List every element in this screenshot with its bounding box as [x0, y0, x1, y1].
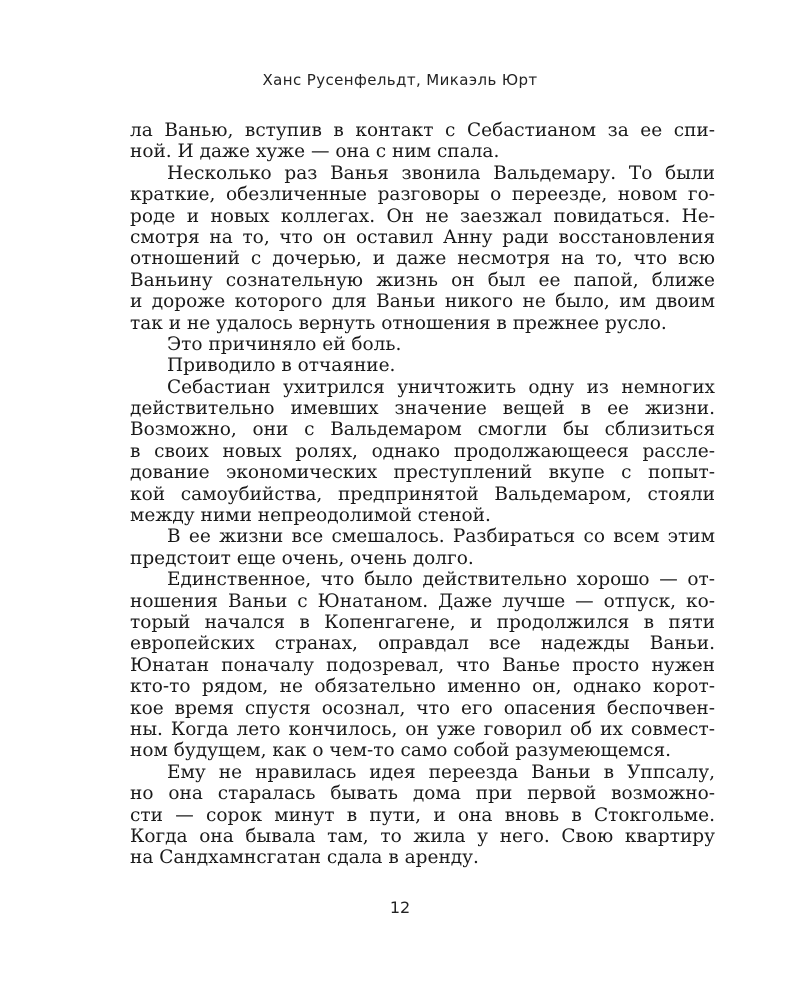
page-number: 12 [389, 898, 411, 917]
text-line: кто-то рядом, не обязательно именно он, однако корот- [130, 676, 715, 698]
text-line: Когда она бывала там, то жила у него. Свою квартиру [130, 825, 715, 847]
text-line: Приводило в отчаяние. [167, 355, 396, 377]
text-line: ном будущем, как о чем-то само собой разумеющемся. [130, 740, 671, 762]
text-line: кое время спустя осознал, что его опасения беспочвен- [130, 697, 715, 719]
text-line: ной. И даже хуже — она с ним спала. [130, 141, 500, 163]
text-line: европейских странах, оправдал все надежды Ваньи. [130, 633, 715, 655]
text-line: смотря на то, что он оставил Анну ради восстановления [130, 226, 715, 248]
text-line: Себастиан ухитрился уничтожить одну из немногих [167, 376, 715, 398]
text-line: Единственное, что было действительно хорошо — от- [167, 569, 715, 591]
text-line: в своих новых ролях, однако продолжающееся рассле- [130, 440, 715, 462]
text-line: на Сандхамнсгатан сдала в аренду. [130, 847, 479, 869]
text-line: сти — сорок минут в пути, и она вновь в Стокгольме. [130, 804, 715, 826]
text-line: ны. Когда лето кончилось, он уже говорил об их совмест- [130, 718, 715, 740]
text-line: Возможно, они с Вальдемаром смогли бы сблизиться [130, 419, 715, 441]
text-line: В ее жизни все смешалось. Разбираться со всем этим [167, 526, 715, 548]
text-line: Несколько раз Ванья звонила Вальдемару. То были [167, 162, 715, 184]
text-line: ла Ванью, вступив в контакт с Себастианом за ее спи- [130, 120, 715, 141]
text-line: Ему не нравилась идея переезда Ваньи в Уппсалу, [167, 761, 715, 783]
text-line: действительно имевших значение вещей в ее жизни. [130, 398, 715, 420]
text-line: Ваньину сознательную жизнь он был ее папой, ближе [130, 269, 715, 291]
text-line: но она старалась бывать дома при первой возможно- [130, 783, 715, 805]
text-line: Это причиняло ей боль. [167, 333, 402, 355]
body-text [130, 120, 715, 869]
text-line: отношений с дочерью, и даже несмотря на то, что всю [130, 248, 715, 270]
running-head: Ханс Русенфельдт, Микаэль Юрт [262, 71, 538, 89]
text-line: и дороже которого для Ваньи никого не было, им двоим [130, 291, 715, 313]
text-line: краткие, обезличенные разговоры о переезде, новом го- [130, 184, 715, 206]
text-line: роде и новых коллегах. Он не заезжал повидаться. Не- [130, 205, 715, 227]
text-line: Юнатан поначалу подозревал, что Ванье просто нужен [130, 654, 715, 676]
text-line: предстоит еще очень, очень долго. [130, 547, 474, 569]
text-line: кой самоубийства, предпринятой Вальдемаром, стояли [130, 483, 715, 505]
text-line: ношения Ваньи с Юнатаном. Даже лучше — отпуск, ко- [130, 590, 715, 612]
text-line: торый начался в Копенгагене, и продолжился в пяти [130, 611, 715, 633]
text-line: так и не удалось вернуть отношения в прежнее русло. [130, 312, 667, 334]
text-line: дование экономических преступлений вкупе с попыт- [130, 462, 715, 484]
text-line: между ними непреодолимой стеной. [130, 505, 491, 527]
